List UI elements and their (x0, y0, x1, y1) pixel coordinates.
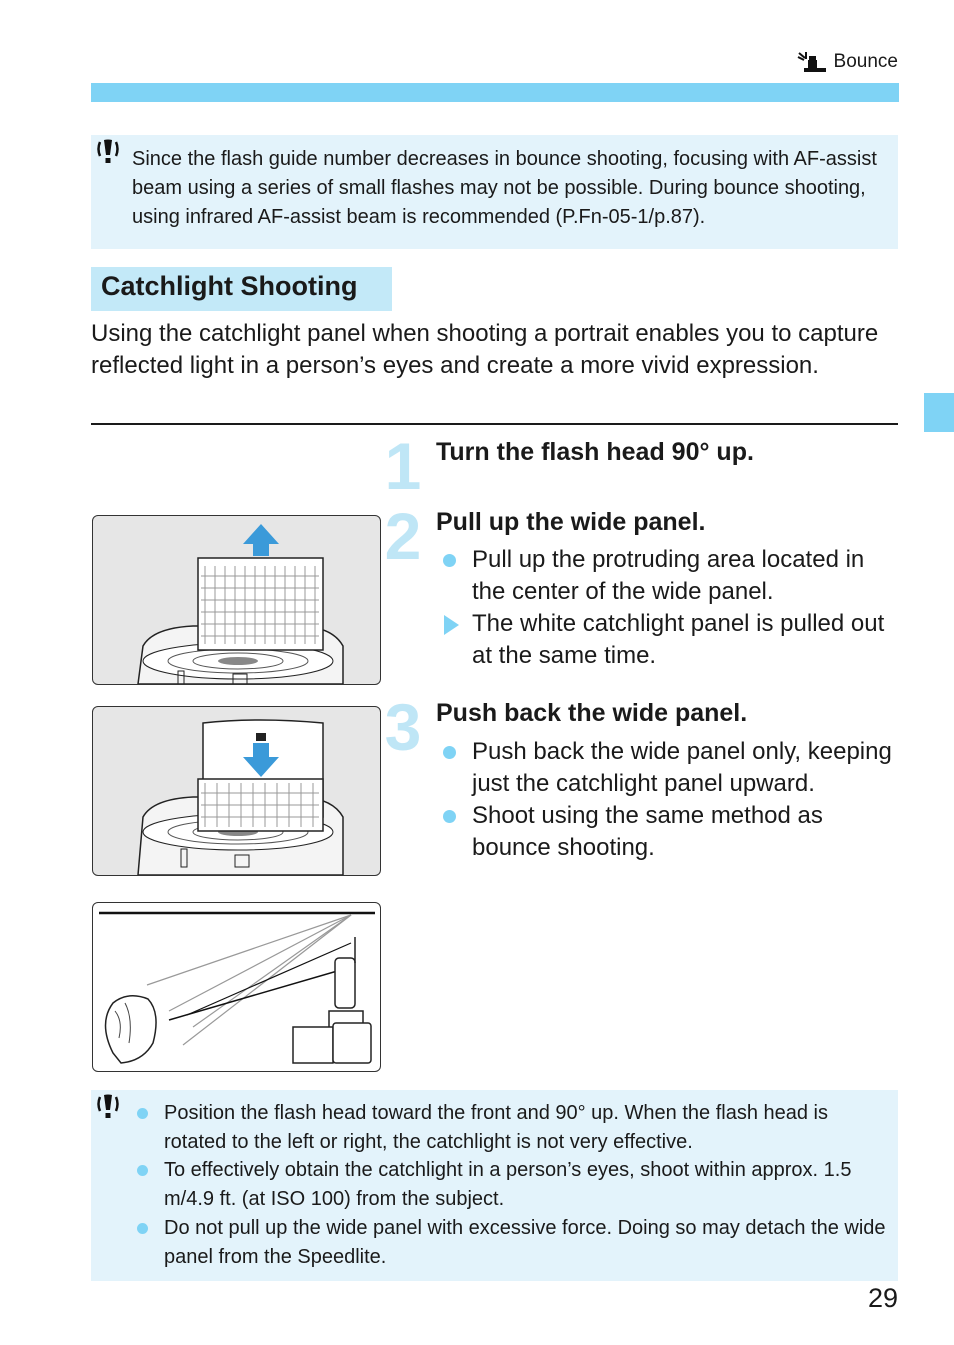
list-item: Pull up the protruding area located in the center of the wide panel. (436, 544, 896, 608)
caution-box-bottom (91, 1090, 898, 1281)
list-item: Shoot using the same method as bounce shooting. (436, 800, 896, 864)
caution-list (131, 1099, 887, 1271)
step-number-3: 3 (384, 690, 422, 764)
figure-pull-up-panel (92, 515, 381, 685)
running-header (796, 51, 898, 73)
step-title-3: Push back the wide panel. (436, 699, 748, 727)
list-item: Push back the wide panel only, keeping just the catchlight panel upward. (436, 736, 896, 800)
header-bar (91, 83, 899, 102)
step-title-2: Pull up the wide panel. (436, 508, 706, 536)
list-item: To effectively obtain the catchlight in a person’s eyes, shoot within approx. 1.5 m/4.9 ft. (at ISO 100) from the subject. (131, 1156, 887, 1213)
page-number: 29 (867, 1283, 898, 1313)
bounce-flash-icon (796, 51, 828, 73)
step-2-list (436, 544, 896, 672)
section-title: Catchlight Shooting (91, 267, 392, 311)
header-section-label: Bounce (833, 51, 898, 72)
list-item: Do not pull up the wide panel with excessive force. Doing so may detach the wide panel from the Speedlite. (131, 1214, 887, 1271)
list-item: Position the flash head toward the front and 90° up. When the flash head is rotated to the left or right, the catchlight is not very effective. (131, 1099, 887, 1156)
divider (91, 423, 898, 425)
step-number-1: 1 (384, 429, 422, 503)
list-item: The white catchlight panel is pulled out at the same time. (436, 608, 896, 672)
step-title-1: Turn the flash head 90° up. (436, 438, 754, 466)
section-intro: Using the catchlight panel when shooting a portrait enables you to capture reflected light in a person’s eyes and create a more vivid expression. (91, 320, 879, 379)
caution-icon (95, 139, 121, 165)
figure-push-back-panel (92, 706, 381, 876)
chapter-tab (924, 393, 954, 432)
caution-icon (95, 1094, 121, 1120)
step-number-2: 2 (384, 499, 422, 573)
step-3-list (436, 736, 896, 864)
caution-box-top (91, 135, 898, 249)
caution-text: Since the flash guide number decreases in bounce shooting, focusing with AF-assist beam using a series of small flashes may not be possible. During bounce shooting, using infrared AF-assist beam is recommended (P.Fn-05-1/p.87). (132, 148, 877, 228)
figure-catchlight-diagram (92, 902, 381, 1072)
